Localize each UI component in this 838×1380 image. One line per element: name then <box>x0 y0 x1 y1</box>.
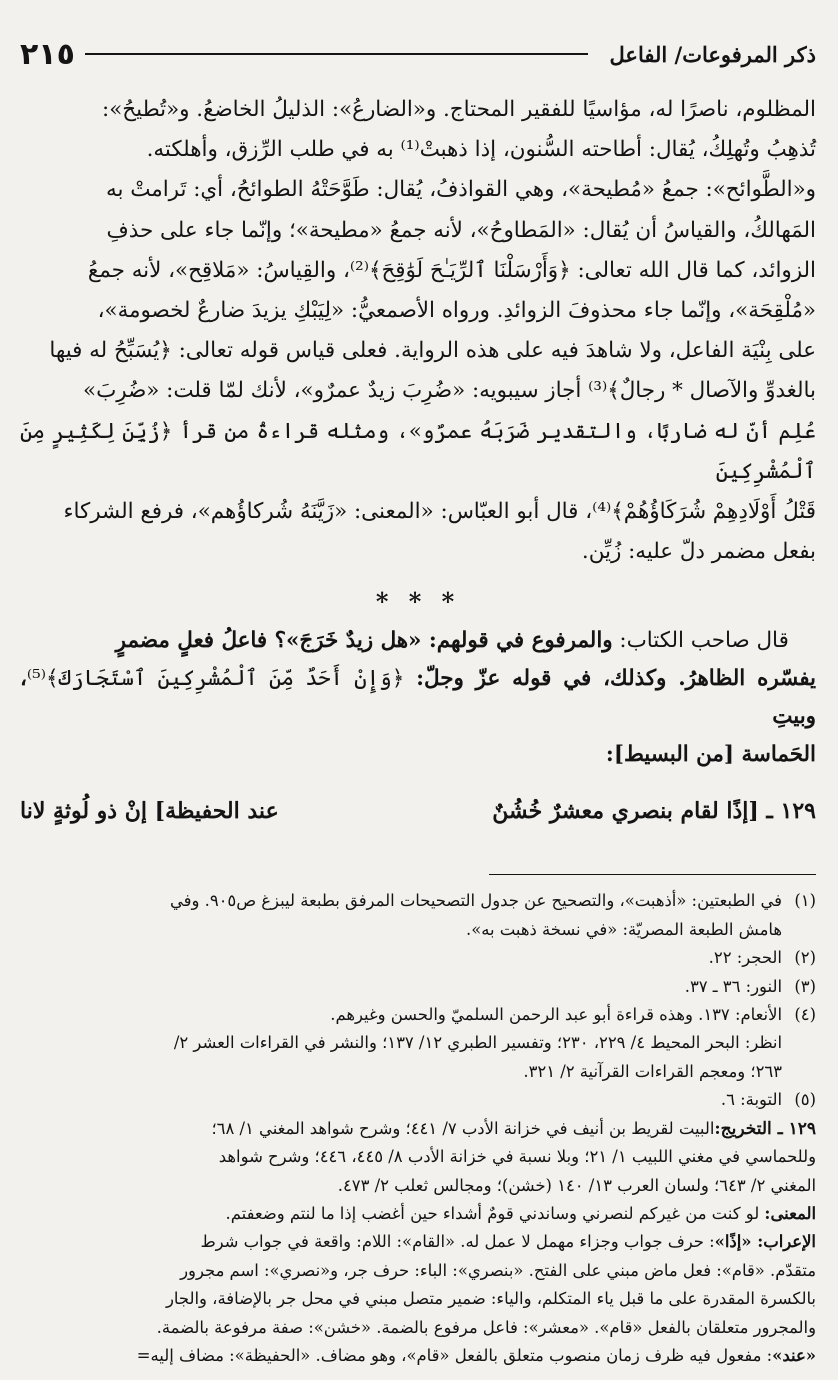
footnote <box>20 944 816 972</box>
footnote-line: انظر: البحر المحيط ٤/ ٢٢٩، ٢٣٠؛ وتفسير الطبري ١٢/ ١٣٧؛ والنشر في القراءات العشر ٢/ <box>173 1033 782 1053</box>
footnote-line: في الطبعتين: «أذهبت»، والتصحيح عن جدول التصحيحات المرفق بطبعة ليبزغ ص٩٠٥. وفي <box>169 891 782 911</box>
text-line: بفعل مضمر دلّ عليه: زُيِّن. <box>581 539 816 565</box>
irab-text: والمجرور متعلقان بالفعل «قام». «معشر»: فاعل مرفوع بالضمة. «خشن»: صفة مرفوعة بالضمة. <box>156 1317 816 1337</box>
main-text <box>20 90 816 572</box>
irab-bold: «عند» <box>772 1345 816 1365</box>
footnote-line: ٢٦٣؛ ومعجم القراءات القرآنية ٢/ ٣٢١. <box>523 1061 782 1081</box>
quote-line <box>20 736 816 774</box>
footnote-line: الحجر: ٢٢. <box>708 948 782 968</box>
verse-second-hemistich: عند الحفيظة] إنْ ذو لُوثةٍ لانا <box>20 798 279 825</box>
poetry-verse <box>20 780 816 842</box>
footnote-text <box>20 887 782 944</box>
footnote-separator <box>489 874 816 875</box>
meaning-line <box>20 1200 816 1228</box>
text-line: المَهالكُ، والقياسُ أن يُقال: «المَطاوحُ»، لأنه جمعُ «مطيحة»؛ وإنّما جاء على حذفِ <box>106 217 816 243</box>
text-line: بالغدوِّ والآصال * رجالٌ﴾⁽³⁾ أجاز سيبويه: «ضُرِبَ زيدٌ عمرٌو»، لأنك لمّا قلت: «ضُرِبَ» <box>83 378 816 404</box>
takhrij-line: وللحماسي في مغني اللبيب ١/ ٢١؛ وبلا نسبة في خزانة الأدب ٨/ ٤٤٥، ٤٤٦؛ وشرح شواهد <box>218 1147 816 1167</box>
text-line: الزوائد، كما قال الله تعالى: ﴿وَأَرْسَلْنَا ٱلرِّيَـٰحَ لَوَٰقِحَ﴾⁽²⁾، والقِياسُ: «مَلاقِح»، لأنه جمعُ <box>87 257 816 283</box>
footnote-text <box>20 944 782 972</box>
footnote-number: (٤) <box>794 1005 816 1025</box>
footnote-number: (١) <box>794 891 816 911</box>
takhrij-line: المغني ٢/ ٦٤٣؛ ولسان العرب ١٣/ ١٤٠ (خشن)؛ ومجالس ثعلب ٢/ ٤٧٣. <box>337 1175 816 1195</box>
irab-line <box>20 1342 816 1370</box>
author-quote-section <box>20 622 816 774</box>
page-number: ٢١٥ <box>20 36 75 72</box>
irab-bold: الإعراب: «إذًا» <box>714 1232 816 1252</box>
text-line: المظلوم، ناصرًا له، مؤاسيًا للفقير المحتاج. و«الضارعُ»: الذليلُ الخاضعُ. و«تُطيحُ»: <box>102 97 816 122</box>
quote-line <box>20 660 816 736</box>
section-divider-stars: * * * <box>375 587 461 617</box>
takhrij-line <box>20 1115 816 1143</box>
quote-bold: الحَماسة [من البسيط]: <box>605 742 816 768</box>
chapter-title: ذكر المرفوعات/ الفاعل <box>609 41 816 67</box>
quote-bold: ، وبيتِ <box>20 666 816 730</box>
quran-verse: ﴿وَإِنْ أَحَدٌ مِّنَ ٱلْمُشْرِكِينَ ٱسْتَجَارَكَ﴾⁽⁵⁾ <box>26 666 405 692</box>
irab-text: بالكسرة المقدرة على ما قبل ياء المتكلم، والياء: ضمير متصل مبني في محل جر بالإضافة، والجار <box>166 1289 816 1309</box>
irab-text: : مفعول فيه ظرف زمان منصوب متعلق بالفعل «قام»، وهو مضاف. «الحفيظة»: مضاف إليه= <box>136 1345 773 1365</box>
irab-text: : حرف جواب وجزاء مهمل لا عمل له. «القام»: اللام: واقعة في جواب شرط <box>200 1232 715 1252</box>
irab-line <box>20 1285 816 1313</box>
takhrij-text: البيت لقريط بن أنيف في خزانة الأدب ٧/ ٤٤١؛ وشرح شواهد المغني ١/ ٦٨؛ <box>211 1118 715 1138</box>
footnote <box>20 973 816 1001</box>
footnote <box>20 1086 816 1114</box>
verse-first-hemistich: ١٢٩ ـ [إذًا لقام بنصري معشرٌ خُشُنٌ <box>492 798 816 825</box>
irab-line <box>20 1314 816 1342</box>
footnotes <box>20 887 816 1370</box>
meaning-heading: المعنى: <box>764 1203 816 1223</box>
meaning-text: لو كنت من غيركم لنصرني وساندني قومٌ أشداء حين أغضب إذا ما لنتم وضعفتم. <box>225 1203 765 1223</box>
footnote-line: النور: ٣٦ ـ ٣٧. <box>684 976 782 996</box>
quote-bold: والمرفوع في قولهم: «هل زيدٌ خَرَجَ»؟ فاعلُ فعلٍ مضمرٍ <box>115 628 613 654</box>
quote-bold: يفسّره الظاهرُ. وكذلك، في قوله عزّ وجلّ: <box>404 666 816 692</box>
footnote <box>20 887 816 944</box>
irab-text: متقدّم. «قام»: فعل ماض مبني على الفتح. «بنصري»: الباء: حرف جر، و«نصري»: اسم مجرور <box>180 1260 816 1280</box>
text-line: «مُلْقِحَة»، وإنّما جاء محذوفَ الزوائدِ. ورواه الأصمعيُّ: «لِيَبْكِ يزيدَ ضارعٌ لخصومة»، <box>97 298 816 324</box>
text-line: قَتْلُ أَوْلَادِهِمْ شُرَكَاؤُهُمْ﴾⁽⁴⁾، قال أبو العبّاس: «المعنى: «زَيَّنَهُ شُركاؤُهم»، فرفع الشركاء <box>63 499 816 525</box>
verse-takhrij <box>20 1115 816 1371</box>
running-header <box>20 0 816 78</box>
footnote-number: (٢) <box>794 948 816 968</box>
header-rule <box>85 53 588 55</box>
irab-line <box>20 1257 816 1285</box>
footnote-text <box>20 973 782 1001</box>
footnote-line: الأنعام: ١٣٧. وهذه قراءة أبو عبد الرحمن السلميّ والحسن وغيرهم. <box>330 1005 782 1025</box>
footnote <box>20 1001 816 1086</box>
irab-line <box>20 1228 816 1256</box>
footnote-number: (٣) <box>794 976 816 996</box>
footnote-text <box>20 1086 782 1114</box>
footnote-text <box>20 1001 782 1086</box>
quote-lead: قال صاحب الكتاب: <box>612 628 789 654</box>
text-line: و«الطَّوائح»: جمعُ «مُطيحة»، وهي القواذفُ، يُقال: طَوَّحَتْهُ الطوائحُ، أي: تَرامتْ به <box>106 177 816 203</box>
footnote-number: (٥) <box>794 1090 816 1110</box>
footnote-line: التوبة: ٦. <box>720 1090 782 1110</box>
quote-line <box>20 622 816 660</box>
takhrij-heading: ١٢٩ ـ التخريج: <box>714 1118 816 1139</box>
text-line: تُذهِبُ وتُهلِكُ، يُقال: أطاحته السُّنون، إذا ذهبتْ⁽¹⁾ به في طلب الرِّزق، وأهلكته. <box>146 137 816 163</box>
text-line: عُلِم أنّ له ضاربًا، والتقدير ضَرَبَهُ عمرٌو»، ومثله قراءةُ من قرأ ﴿زُيِّنَ لِكَثِيرٍ مِنَ ٱلْمُشْرِكِينَ <box>20 418 816 484</box>
text-line: على بِنْيَة الفاعل، ولا شاهدَ فيه على هذه الرواية. فعلى قياس قوله تعالى: ﴿يُسَبِّحُ له فيها <box>49 338 816 364</box>
footnote-line: هامش الطبعة المصريّة: «في نسخة ذهبت به». <box>465 919 782 939</box>
